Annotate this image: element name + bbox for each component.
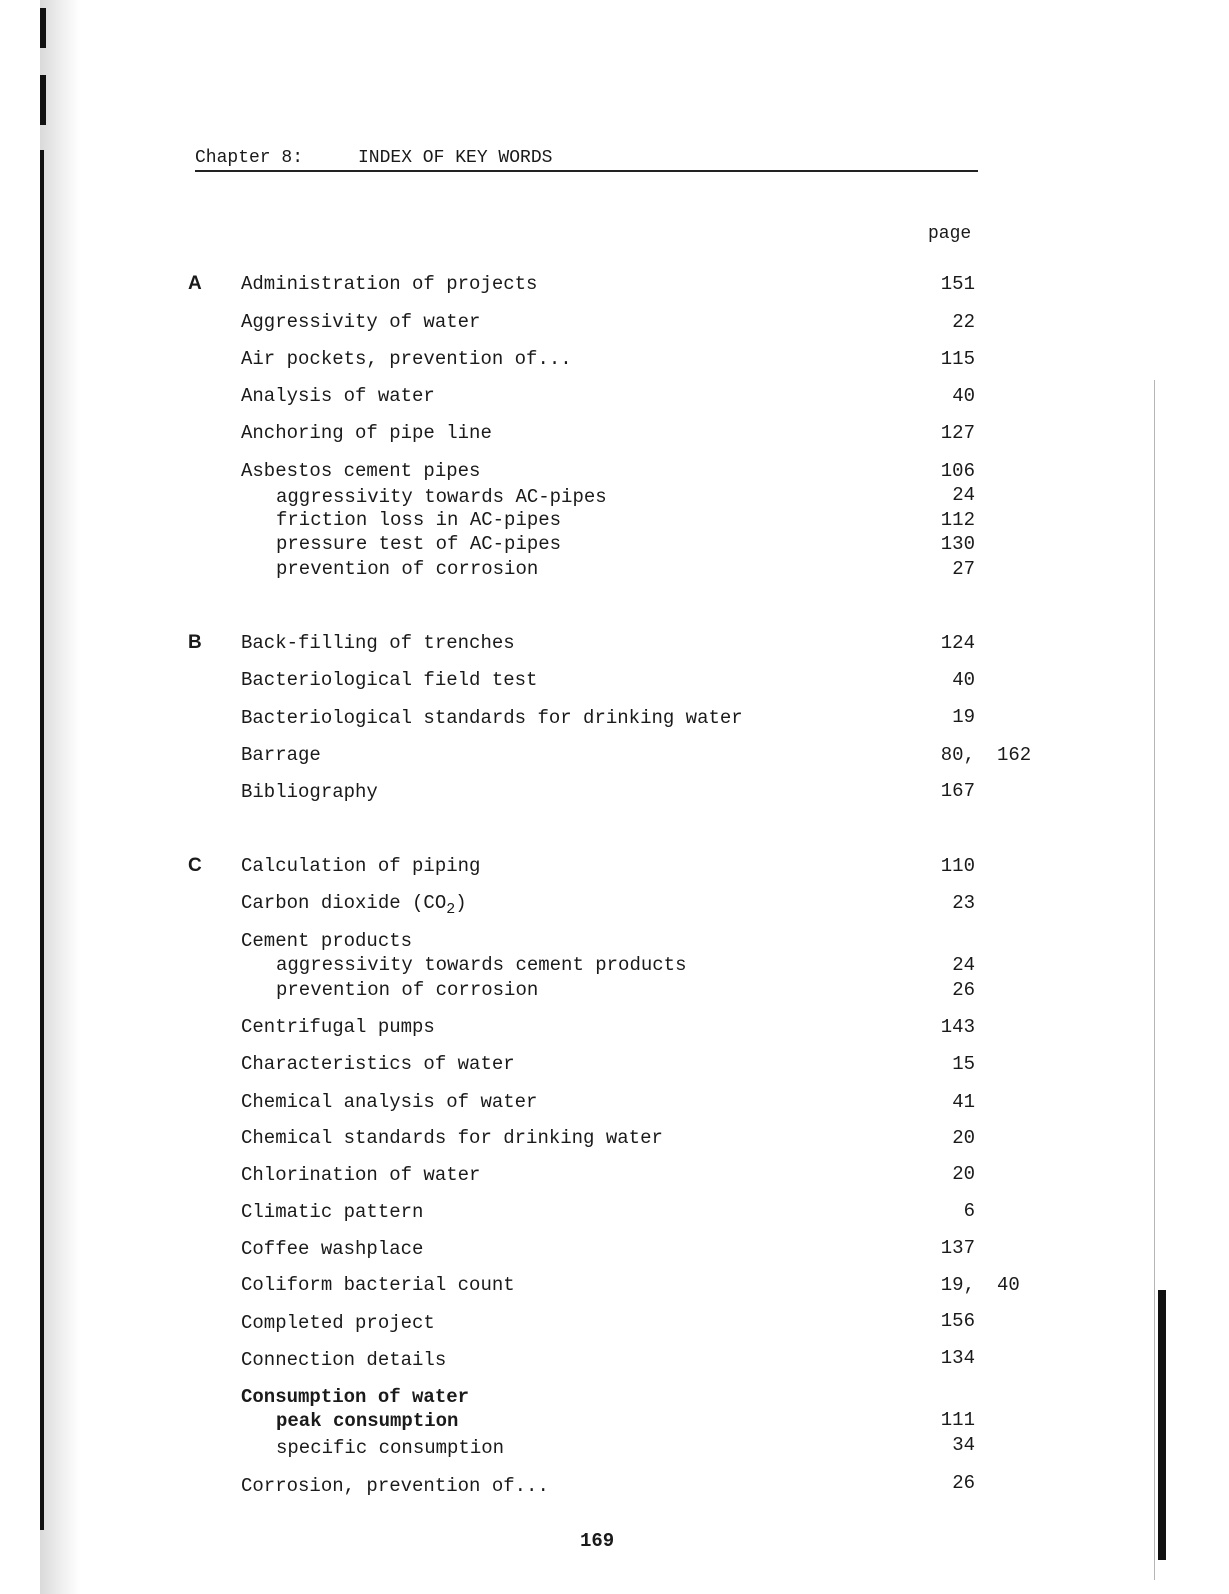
scan-edge-mark: [40, 150, 44, 1530]
index-page: 6: [963, 1200, 975, 1222]
index-page: 115: [940, 348, 975, 370]
index-page: 110: [940, 855, 975, 877]
index-term: [241, 891, 467, 922]
index-term: Bibliography: [241, 781, 378, 803]
index-page: 23: [952, 892, 975, 914]
index-page: 134: [940, 1347, 975, 1369]
index-term-text: Carbon dioxide (CO: [241, 892, 447, 914]
index-page: 27: [952, 558, 975, 580]
index-subterm: aggressivity towards AC-pipes: [276, 486, 607, 508]
index-page: 40: [952, 385, 975, 407]
index-page: 151: [940, 273, 975, 295]
page-number: 169: [580, 1530, 615, 1552]
scan-edge-shadow: [40, 0, 80, 1594]
index-page: 143: [940, 1016, 975, 1038]
scan-edge-mark: [1158, 1290, 1166, 1560]
index-term: Bacteriological standards for drinking water: [241, 707, 743, 729]
index-term: Air pockets, prevention of...: [241, 348, 572, 370]
index-subterm: specific consumption: [276, 1437, 505, 1459]
section-letter-b: B: [188, 632, 202, 653]
subscript: 2: [446, 900, 456, 918]
index-subterm: aggressivity towards cement products: [276, 954, 687, 976]
index-page: 112: [940, 509, 975, 531]
index-page: 127: [940, 422, 975, 444]
index-term: Aggressivity of water: [241, 311, 481, 333]
index-term: Corrosion, prevention of...: [241, 1475, 549, 1497]
index-page: 124: [940, 632, 975, 654]
index-page: 15: [952, 1053, 975, 1075]
index-term: Completed project: [241, 1312, 435, 1334]
index-term: Administration of projects: [241, 273, 538, 295]
chapter-header: [195, 146, 978, 172]
index-subterm: prevention of corrosion: [276, 979, 539, 1001]
index-term-text: ): [455, 892, 467, 914]
index-term: Consumption of water: [241, 1386, 470, 1408]
index-term: Chlorination of water: [241, 1164, 481, 1186]
index-term: Bacteriological field test: [241, 669, 538, 691]
index-page: 20: [952, 1127, 975, 1149]
index-page: 22: [952, 311, 975, 333]
index-page: 167: [940, 780, 975, 802]
index-term: Climatic pattern: [241, 1201, 424, 1223]
index-term: Cement products: [241, 930, 413, 952]
index-page: 19: [952, 706, 975, 728]
index-subterm: pressure test of AC-pipes: [276, 533, 562, 555]
index-page: 20: [952, 1163, 975, 1185]
index-page: 80,: [940, 744, 975, 766]
index-page-extra: 162: [997, 744, 1032, 766]
index-subterm: prevention of corrosion: [276, 558, 539, 580]
index-page: 26: [952, 1472, 975, 1494]
index-term: Anchoring of pipe line: [241, 422, 492, 444]
section-letter-c: C: [188, 855, 202, 876]
index-term: Connection details: [241, 1349, 447, 1371]
index-page: 26: [952, 979, 975, 1001]
index-term: Chemical analysis of water: [241, 1091, 538, 1113]
section-letter-a: A: [188, 273, 202, 294]
index-subterm: friction loss in AC-pipes: [276, 509, 562, 531]
index-page: 111: [940, 1409, 975, 1431]
index-term: Back-filling of trenches: [241, 632, 515, 654]
index-page: 156: [940, 1310, 975, 1332]
index-term: Asbestos cement pipes: [241, 460, 481, 482]
index-term: Centrifugal pumps: [241, 1016, 435, 1038]
index-page: 130: [940, 533, 975, 555]
index-term: Coliform bacterial count: [241, 1274, 515, 1296]
chapter-title: INDEX OF KEY WORDS: [358, 148, 553, 168]
index-page: 41: [952, 1091, 975, 1113]
index-page: 24: [952, 484, 975, 506]
index-term: Analysis of water: [241, 385, 435, 407]
index-page: 106: [940, 460, 975, 482]
index-page: 19,: [940, 1274, 975, 1296]
index-page: 40: [952, 669, 975, 691]
index-page-extra: 40: [997, 1274, 1020, 1296]
index-term: Characteristics of water: [241, 1053, 515, 1075]
index-page: 34: [952, 1434, 975, 1456]
index-term: Chemical standards for drinking water: [241, 1127, 663, 1149]
scan-edge-mark: [40, 8, 46, 48]
index-page: 24: [952, 954, 975, 976]
page-column-label: page: [928, 224, 972, 244]
index-page: 137: [940, 1237, 975, 1259]
index-term: Coffee washplace: [241, 1238, 424, 1260]
chapter-number: Chapter 8:: [195, 148, 304, 168]
index-term: Barrage: [241, 744, 321, 766]
scan-edge-line: [1154, 380, 1155, 1580]
index-term: Calculation of piping: [241, 855, 481, 877]
scan-edge-mark: [40, 75, 46, 125]
index-subterm: peak consumption: [276, 1410, 459, 1432]
